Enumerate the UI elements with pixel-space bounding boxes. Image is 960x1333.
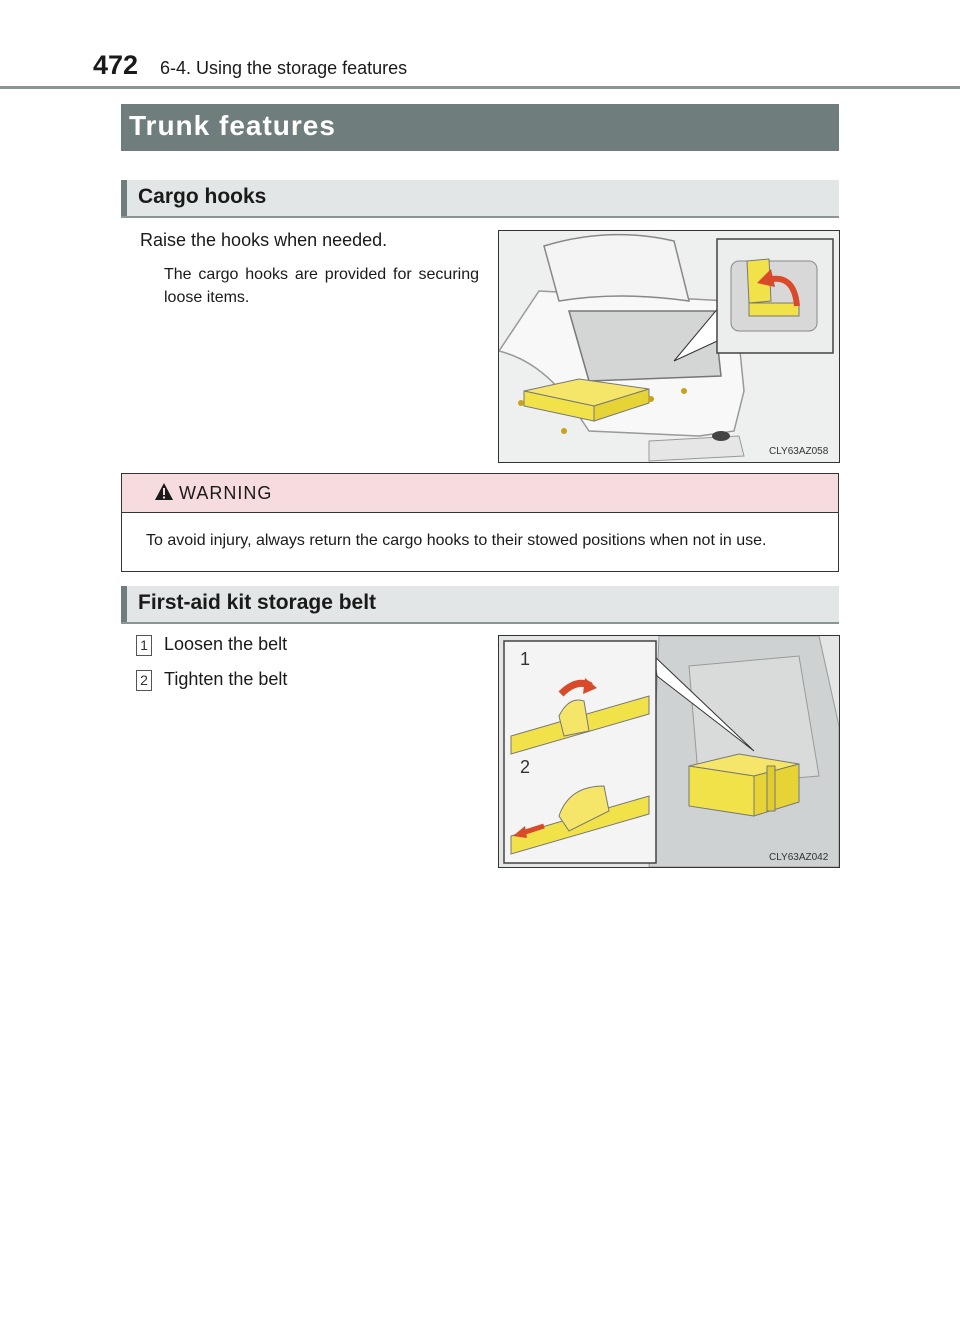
step-number-badge: 1 — [136, 635, 152, 656]
first-aid-heading: First-aid kit storage belt — [138, 591, 377, 614]
first-aid-heading-bar — [121, 586, 839, 624]
warning-label: WARNING — [179, 483, 273, 503]
first-aid-belt-illustration — [498, 635, 840, 868]
warning-box — [121, 473, 839, 572]
callout-number: 1 — [519, 649, 530, 669]
page-number: 472 — [93, 50, 139, 80]
cargo-hooks-note: The cargo hooks are provided for securing loose items. — [164, 266, 479, 306]
cargo-hooks-heading-bar — [121, 180, 839, 218]
cargo-hooks-heading: Cargo hooks — [138, 185, 267, 208]
warning-text: To avoid injury, always return the cargo hooks to their stowed positions when not in use. — [146, 532, 767, 549]
warning-triangle-icon — [154, 482, 174, 502]
cargo-hooks-instruction: Raise the hooks when needed. — [140, 230, 388, 250]
figure-code: CLY63AZ058 — [769, 446, 829, 457]
page-title-banner — [121, 104, 839, 151]
step-text: Loosen the belt — [164, 634, 288, 654]
page-title: Trunk features — [129, 110, 336, 141]
step-text: Tighten the belt — [164, 669, 288, 689]
callout-number: 2 — [519, 757, 530, 777]
cargo-hooks-illustration — [498, 230, 840, 463]
header-divider — [0, 86, 960, 89]
figure-code: CLY63AZ042 — [769, 852, 829, 863]
warning-header — [122, 474, 838, 513]
step-number-badge: 2 — [136, 670, 152, 691]
trunk-illustration — [499, 231, 839, 462]
belt-illustration — [499, 636, 839, 867]
section-title: 6-4. Using the storage features — [160, 58, 408, 78]
